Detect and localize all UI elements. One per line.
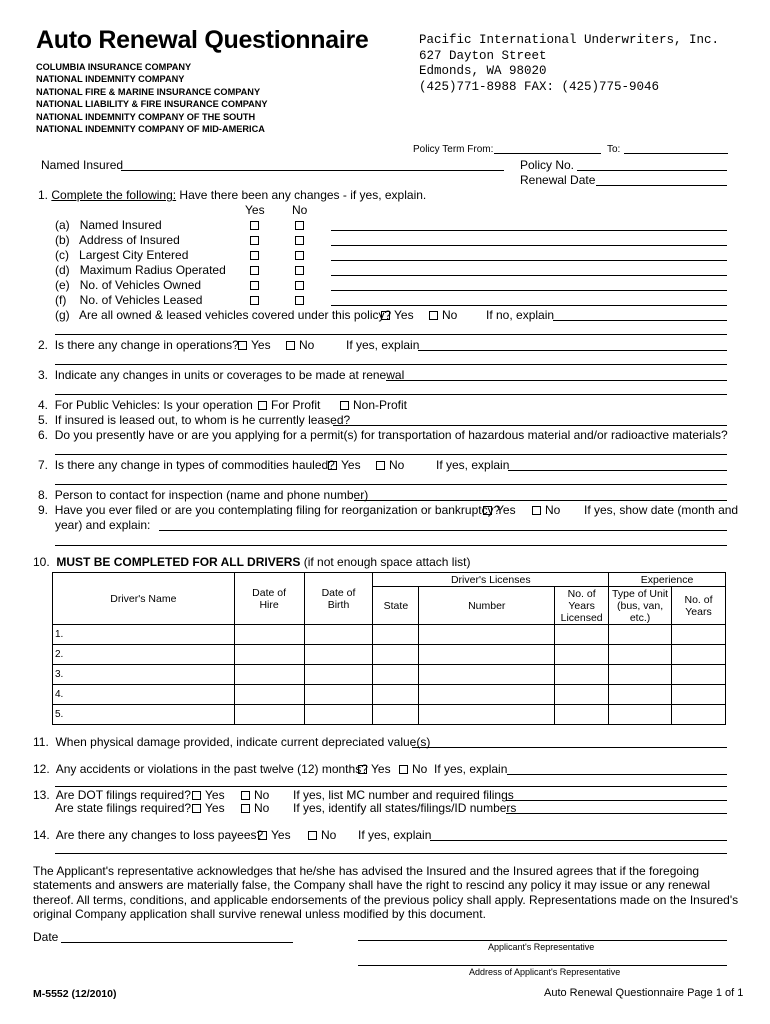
driver-name-header: Driver's Name xyxy=(53,573,235,625)
policy-term-from-field[interactable] xyxy=(494,153,601,154)
q13-state-yes-checkbox[interactable] xyxy=(192,804,201,813)
q1a-no-checkbox[interactable] xyxy=(295,221,304,230)
q1c-explain-field[interactable] xyxy=(331,260,727,261)
q1b-yes-checkbox[interactable] xyxy=(250,236,259,245)
company-name: NATIONAL INDEMNITY COMPANY xyxy=(36,74,185,85)
state-header: State xyxy=(373,587,419,625)
underwriter-address xyxy=(419,33,719,95)
table-cell[interactable] xyxy=(609,625,672,645)
company-name: COLUMBIA INSURANCE COMPANY xyxy=(36,62,192,72)
table-cell[interactable] xyxy=(373,685,419,705)
question-number: 12. xyxy=(33,762,50,776)
question-text: Are DOT filings required? xyxy=(55,788,191,802)
q13-state-no-checkbox[interactable] xyxy=(241,804,250,813)
date-of-hire-header xyxy=(234,573,304,625)
q9-explain-label: If yes, show date (month and xyxy=(584,503,739,517)
q2-explain-label: If yes, explain xyxy=(346,338,420,352)
question-number: 8. xyxy=(38,488,49,502)
date-label: Date xyxy=(33,930,59,944)
driver-row-number[interactable]: 2. xyxy=(53,645,235,665)
number-header: Number xyxy=(419,587,555,625)
q1b-explain-field[interactable] xyxy=(331,245,727,246)
table-cell[interactable] xyxy=(672,685,726,705)
policy-term-to-field[interactable] xyxy=(624,153,728,154)
table-cell[interactable] xyxy=(672,645,726,665)
q12-no-label: No xyxy=(412,762,428,776)
address-line: (425)771-8988 FAX: (425)775-9046 xyxy=(419,79,660,94)
question-bold-text: MUST BE COMPLETED FOR ALL DRIVERS xyxy=(56,555,301,569)
question-8 xyxy=(38,488,368,502)
header-line: Years xyxy=(685,605,712,618)
table-cell[interactable] xyxy=(672,625,726,645)
table-cell[interactable] xyxy=(373,625,419,645)
named-insured-field[interactable] xyxy=(121,170,504,171)
q13-state-explain-field[interactable] xyxy=(506,813,727,814)
q9-text-continued: year) and explain: xyxy=(55,518,151,532)
table-cell[interactable] xyxy=(609,645,672,665)
q9-no-checkbox[interactable] xyxy=(532,506,541,515)
q9-explain-field[interactable] xyxy=(159,530,727,531)
q1-item-a xyxy=(55,218,162,232)
table-cell[interactable] xyxy=(304,685,373,705)
driver-row-number[interactable]: 4. xyxy=(53,685,235,705)
question-number: 11. xyxy=(33,735,49,749)
table-cell[interactable] xyxy=(609,665,672,685)
q14-explain-label: If yes, explain xyxy=(358,828,432,842)
table-cell[interactable] xyxy=(419,665,555,685)
q12-no-checkbox[interactable] xyxy=(399,765,408,774)
table-cell[interactable] xyxy=(304,705,373,725)
q1-item-c xyxy=(55,248,188,262)
question-11 xyxy=(33,735,430,749)
drivers-table xyxy=(52,572,726,725)
q1e-explain-field[interactable] xyxy=(331,290,727,291)
applicant-rep-address-field[interactable] xyxy=(358,965,727,966)
table-cell[interactable] xyxy=(672,705,726,725)
q2-yes-label: Yes xyxy=(251,338,271,352)
item-letter: (a) xyxy=(55,218,70,232)
no-column-header: No xyxy=(292,203,308,217)
policy-term-label: Policy Term From: xyxy=(413,144,494,155)
question-text: Have there been any changes - if yes, explain. xyxy=(176,188,427,202)
table-cell[interactable] xyxy=(234,685,304,705)
q12-explain-line-2[interactable] xyxy=(55,786,727,787)
policy-no-field[interactable] xyxy=(577,170,727,171)
yes-column-header: Yes xyxy=(245,203,265,217)
q13-dot-explain-label: If yes, list MC number and required filings xyxy=(293,788,514,802)
q7-explain-field[interactable] xyxy=(508,470,727,471)
q13-dot-yes-label: Yes xyxy=(205,788,225,802)
date-field[interactable] xyxy=(61,942,293,943)
question-13 xyxy=(33,788,191,802)
table-cell[interactable] xyxy=(672,665,726,685)
driver-row-number[interactable]: 5. xyxy=(53,705,235,725)
q1d-explain-field[interactable] xyxy=(331,275,727,276)
question-number: 2. xyxy=(38,338,49,352)
table-cell[interactable] xyxy=(555,665,609,685)
question-text: Do you presently have or are you applying for a permit(s) for transportation of hazardous material and/or radioactive materials? xyxy=(54,428,728,442)
q12-yes-label: Yes xyxy=(371,762,391,776)
table-cell[interactable] xyxy=(234,645,304,665)
question-2 xyxy=(38,338,239,352)
q1b-no-checkbox[interactable] xyxy=(295,236,304,245)
address-line: Pacific International Underwriters, Inc. xyxy=(419,33,720,47)
table-cell[interactable] xyxy=(555,685,609,705)
q7-no-checkbox[interactable] xyxy=(376,461,385,470)
q12-yes-checkbox[interactable] xyxy=(358,765,367,774)
header-line: Years xyxy=(568,599,595,612)
table-cell[interactable] xyxy=(609,685,672,705)
q1e-yes-checkbox[interactable] xyxy=(250,281,259,290)
q13-state-explain-label: If yes, identify all states/filings/ID numbers xyxy=(293,801,517,815)
question-number: 14. xyxy=(33,828,50,842)
table-cell[interactable] xyxy=(419,685,555,705)
q11-field[interactable] xyxy=(412,747,727,748)
item-letter: (f) xyxy=(55,293,67,307)
question-3 xyxy=(38,368,404,382)
item-label: Maximum Radius Operated xyxy=(79,263,226,277)
q3-field[interactable] xyxy=(386,380,727,381)
q13-dot-no-label: No xyxy=(254,788,270,802)
table-cell[interactable] xyxy=(555,625,609,645)
item-label: Largest City Entered xyxy=(79,248,189,262)
table-row xyxy=(53,685,726,705)
question-12 xyxy=(33,762,368,776)
question-text: For Public Vehicles: Is your operation xyxy=(54,398,253,412)
question-text: Is there any change in operations? xyxy=(54,338,239,352)
item-letter: (b) xyxy=(55,233,70,247)
question-text: Have you ever filed or are you contemplating filing for reorganization or bankruptcy? xyxy=(54,503,501,517)
question-number: 5. xyxy=(38,413,49,427)
item-label: Are all owned & leased vehicles covered under this policy? xyxy=(79,308,392,322)
q1-item-e xyxy=(55,278,201,292)
q2-explain-field[interactable] xyxy=(418,350,727,351)
q13-state-yes-label: Yes xyxy=(205,801,225,815)
applicant-rep-address-label: Address of Applicant's Representative xyxy=(469,967,621,977)
table-cell[interactable] xyxy=(373,645,419,665)
item-label: Address of Insured xyxy=(79,233,180,247)
question-text: Person to contact for inspection (name and phone number) xyxy=(54,488,369,502)
q13-dot-yes-checkbox[interactable] xyxy=(192,791,201,800)
q1-item-b xyxy=(55,233,180,247)
q2-explain-line-2[interactable] xyxy=(55,364,727,365)
table-cell[interactable] xyxy=(304,645,373,665)
company-name: NATIONAL FIRE & MARINE INSURANCE COMPANY xyxy=(36,86,261,97)
q9-yes-checkbox[interactable] xyxy=(483,506,492,515)
table-cell[interactable] xyxy=(304,625,373,645)
question-13-state: Are state filings required? xyxy=(55,801,192,815)
q9-explain-line-2[interactable] xyxy=(55,545,727,546)
table-cell[interactable] xyxy=(234,665,304,685)
q1f-explain-field[interactable] xyxy=(331,305,727,306)
company-name: NATIONAL INDEMNITY COMPANY OF MID-AMERICA xyxy=(36,124,265,135)
date-of-birth-header xyxy=(304,573,373,625)
type-of-unit-header xyxy=(609,587,672,625)
q14-explain-line-2[interactable] xyxy=(55,853,727,854)
table-row xyxy=(53,625,726,645)
question-6 xyxy=(38,428,728,442)
q5-field[interactable] xyxy=(333,425,727,426)
q12-explain-label: If yes, explain xyxy=(434,762,508,776)
company-name: NATIONAL INDEMNITY COMPANY OF THE SOUTH xyxy=(36,111,256,122)
question-number: 9. xyxy=(38,503,49,517)
q13-dot-no-checkbox[interactable] xyxy=(241,791,250,800)
q1-item-d xyxy=(55,263,226,277)
q1c-no-checkbox[interactable] xyxy=(295,251,304,260)
q13-state-no-label: No xyxy=(254,801,270,815)
header-line: (bus, van, xyxy=(617,599,664,612)
renewal-date-field[interactable] xyxy=(596,185,727,186)
driver-row-number[interactable]: 3. xyxy=(53,665,235,685)
q1-item-f xyxy=(55,293,202,307)
driver-row-number[interactable]: 1. xyxy=(53,625,235,645)
header-line: No. of xyxy=(684,593,713,606)
question-14 xyxy=(33,828,263,842)
table-cell[interactable] xyxy=(234,705,304,725)
table-row xyxy=(53,645,726,665)
question-number: 1. xyxy=(38,188,49,202)
q14-yes-label: Yes xyxy=(271,828,291,842)
table-cell[interactable] xyxy=(419,645,555,665)
item-label: No. of Vehicles Owned xyxy=(79,278,202,292)
q1g-explain-label: If no, explain xyxy=(486,308,555,322)
acknowledgement-text: The Applicant's representative acknowledges that he/she has advised the Insured and the Insured agrees that if the foregoing statements and answers are materially false, the Company shall have the right to rescind any policy it may issue or any renewal thereof. All terms, conditions, and applicable endorsements of the previous policy shall apply. Representations made on the Insured's original Company application shall survive renewal unless modified by this document. xyxy=(33,864,739,922)
policy-no-label: Policy No. xyxy=(520,158,575,172)
drivers-licenses-header: Driver's Licenses xyxy=(373,573,609,587)
q7-no-label: No xyxy=(389,458,405,472)
q9-no-label: No xyxy=(545,503,561,517)
q1g-no-label: No xyxy=(442,308,458,322)
header-line: Date of xyxy=(321,586,356,599)
q2-no-checkbox[interactable] xyxy=(286,341,295,350)
years-licensed-header xyxy=(555,587,609,625)
question-number: 13. xyxy=(33,788,50,802)
question-text: Indicate any changes in units or coverages to be made at renewal xyxy=(54,368,405,382)
question-number: 7. xyxy=(38,458,49,472)
item-letter: (d) xyxy=(55,263,70,277)
header-line: Licensed xyxy=(560,611,603,624)
q1g-explain-line-2[interactable] xyxy=(55,334,727,335)
q2-no-label: No xyxy=(299,338,315,352)
question-text: When physical damage provided, indicate current depreciated value(s) xyxy=(55,735,431,749)
company-list xyxy=(36,61,268,135)
item-label: No. of Vehicles Leased xyxy=(79,293,203,307)
q4-for-profit-label: For Profit xyxy=(271,398,321,412)
table-row xyxy=(53,705,726,725)
question-number: 3. xyxy=(38,368,49,382)
applicant-rep-label: Applicant's Representative xyxy=(488,942,595,952)
question-text: Are there any changes to loss payees? xyxy=(55,828,264,842)
q12-explain-field[interactable] xyxy=(507,774,727,775)
table-cell[interactable] xyxy=(555,705,609,725)
company-name: NATIONAL LIABILITY & FIRE INSURANCE COMPANY xyxy=(36,99,268,110)
question-lead: Complete the following: xyxy=(51,188,177,202)
q1-item-g xyxy=(55,308,391,322)
q4-non-profit-label: Non-Profit xyxy=(353,398,408,412)
header-line: Hire xyxy=(259,598,279,611)
table-cell[interactable] xyxy=(609,705,672,725)
header-line: No. of xyxy=(567,587,596,600)
item-letter: (c) xyxy=(55,248,69,262)
header-line: Date of xyxy=(252,586,287,599)
named-insured-label: Named Insured xyxy=(41,158,124,172)
table-cell[interactable] xyxy=(234,625,304,645)
table-cell[interactable] xyxy=(373,665,419,685)
page-number: Auto Renewal Questionnaire Page 1 of 1 xyxy=(544,987,744,999)
item-letter: (e) xyxy=(55,278,70,292)
question-number: 4. xyxy=(38,398,49,412)
q1d-yes-checkbox[interactable] xyxy=(250,266,259,275)
question-7 xyxy=(38,458,335,472)
address-line: Edmonds, WA 98020 xyxy=(419,64,547,79)
question-5 xyxy=(38,413,350,427)
q7-yes-label: Yes xyxy=(341,458,361,472)
q8-field[interactable] xyxy=(354,500,727,501)
header-line: Type of Unit xyxy=(612,587,669,600)
page-title: Auto Renewal Questionnaire xyxy=(36,26,369,54)
question-text: (if not enough space attach list) xyxy=(300,555,471,569)
q1g-yes-checkbox[interactable] xyxy=(381,311,390,320)
q3-line-2[interactable] xyxy=(55,394,727,395)
question-4 xyxy=(38,398,253,412)
q1e-no-checkbox[interactable] xyxy=(295,281,304,290)
question-10 xyxy=(33,555,470,569)
q1f-yes-checkbox[interactable] xyxy=(250,296,259,305)
header-line: etc.) xyxy=(629,611,651,624)
q14-no-label: No xyxy=(321,828,337,842)
q1d-no-checkbox[interactable] xyxy=(295,266,304,275)
q7-explain-line-2[interactable] xyxy=(55,484,727,485)
table-cell[interactable] xyxy=(373,705,419,725)
q4-non-profit-checkbox[interactable] xyxy=(340,401,349,410)
q1g-no-checkbox[interactable] xyxy=(429,311,438,320)
q7-yes-checkbox[interactable] xyxy=(328,461,337,470)
question-9 xyxy=(38,503,500,517)
table-cell[interactable] xyxy=(304,665,373,685)
table-cell[interactable] xyxy=(555,645,609,665)
q1a-yes-checkbox[interactable] xyxy=(250,221,259,230)
q2-yes-checkbox[interactable] xyxy=(238,341,247,350)
item-letter: (g) xyxy=(55,308,70,322)
q4-for-profit-checkbox[interactable] xyxy=(258,401,267,410)
q14-explain-field[interactable] xyxy=(430,840,727,841)
q1a-explain-field[interactable] xyxy=(331,230,727,231)
q6-field[interactable] xyxy=(55,454,727,455)
applicant-rep-signature-field[interactable] xyxy=(358,940,727,941)
q1g-yes-label: Yes xyxy=(394,308,414,322)
question-text: Any accidents or violations in the past twelve (12) months? xyxy=(55,762,368,776)
table-cell[interactable] xyxy=(419,705,555,725)
q14-no-checkbox[interactable] xyxy=(308,831,317,840)
table-cell[interactable] xyxy=(419,625,555,645)
q7-explain-label: If yes, explain xyxy=(436,458,510,472)
q1g-explain-field[interactable] xyxy=(553,320,727,321)
question-text: If insured is leased out, to whom is he currently leased? xyxy=(54,413,351,427)
header-line: Birth xyxy=(327,598,350,611)
table-row xyxy=(53,665,726,685)
experience-years-header xyxy=(672,587,726,625)
policy-term-to-label: To: xyxy=(607,144,621,155)
q14-yes-checkbox[interactable] xyxy=(258,831,267,840)
question-text: Is there any change in types of commodities hauled? xyxy=(54,458,335,472)
address-line: 627 Dayton Street xyxy=(419,48,547,63)
question-number: 6. xyxy=(38,428,49,442)
q9-yes-label: Yes xyxy=(496,503,516,517)
renewal-date-label: Renewal Date xyxy=(520,173,596,187)
item-label: Named Insured xyxy=(79,218,162,232)
form-number: M-5552 (12/2010) xyxy=(33,988,117,1000)
question-1 xyxy=(38,188,426,202)
q1c-yes-checkbox[interactable] xyxy=(250,251,259,260)
question-number: 10. xyxy=(33,555,50,569)
experience-header: Experience xyxy=(609,573,726,587)
q13-dot-explain-field[interactable] xyxy=(506,800,727,801)
q1f-no-checkbox[interactable] xyxy=(295,296,304,305)
